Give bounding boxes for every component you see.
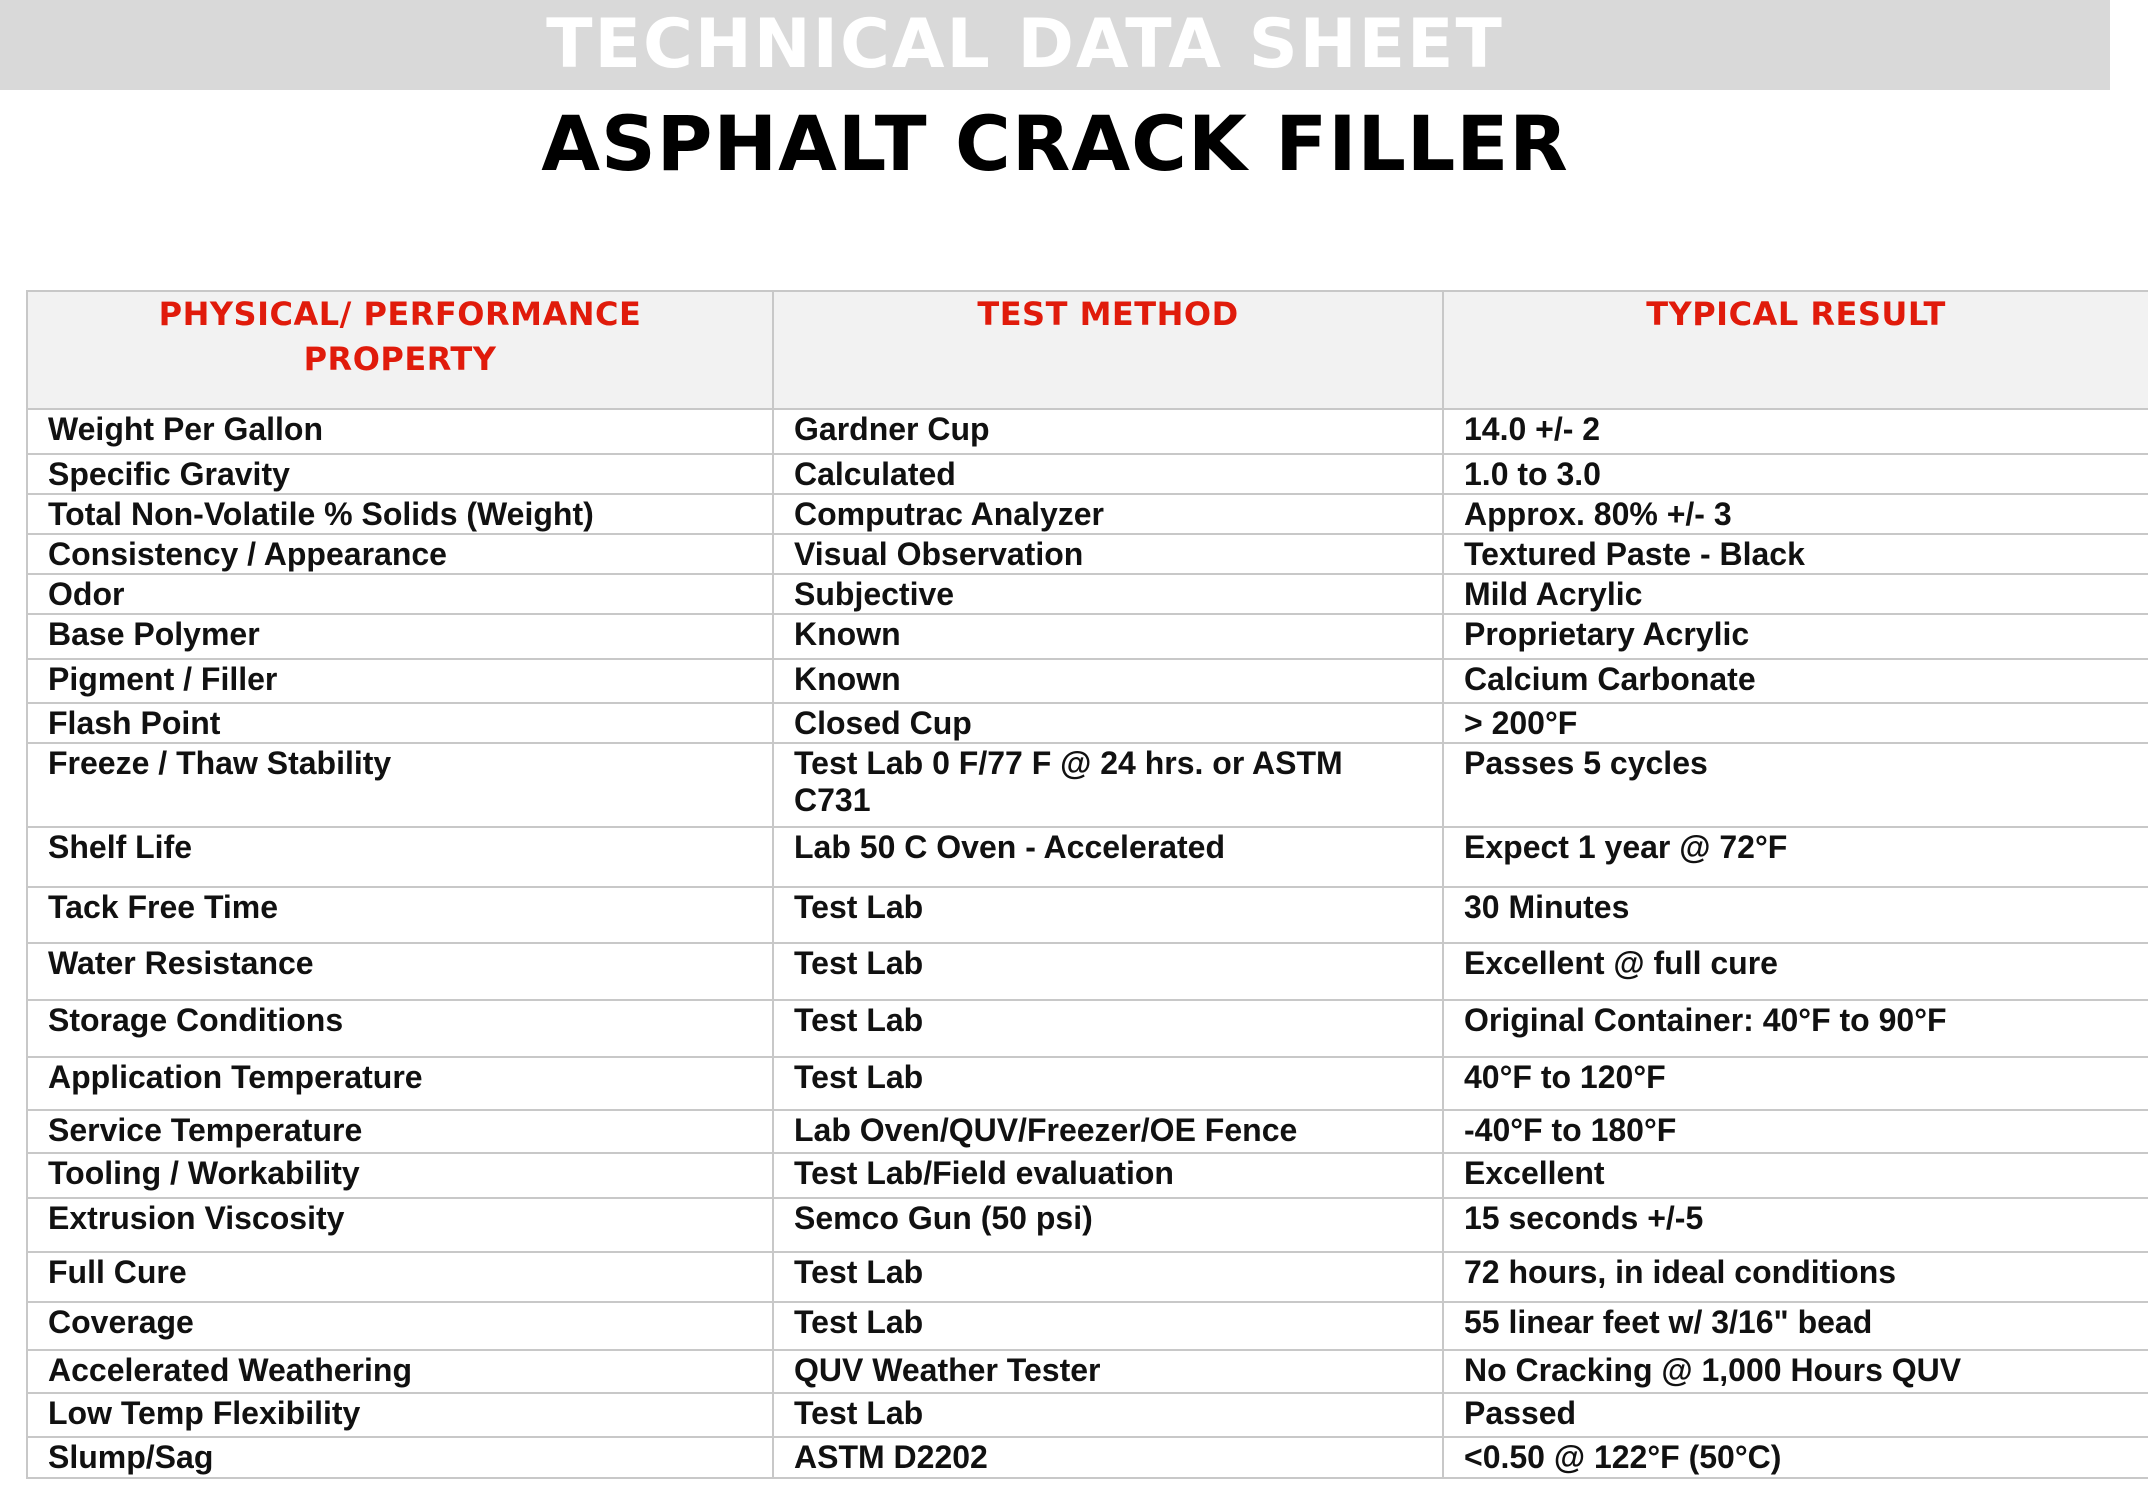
table-header-row — [27, 291, 2148, 409]
cell-property: Total Non-Volatile % Solids (Weight) — [27, 494, 773, 534]
page-title: ASPHALT CRACK FILLER — [541, 99, 1569, 188]
table-row — [27, 1153, 2148, 1198]
cell-property: Extrusion Viscosity — [27, 1198, 773, 1252]
technical-data-table — [26, 290, 2148, 1479]
cell-property: Storage Conditions — [27, 1000, 773, 1057]
cell-test-method: Visual Observation — [773, 534, 1443, 574]
cell-test-method: Closed Cup — [773, 703, 1443, 743]
table-row — [27, 887, 2148, 943]
cell-typical-result: 1.0 to 3.0 — [1443, 454, 2148, 494]
cell-typical-result: Approx. 80% +/- 3 — [1443, 494, 2148, 534]
table-row — [27, 534, 2148, 574]
column-header-test-method: TEST METHOD — [773, 291, 1443, 409]
cell-test-method: ASTM D2202 — [773, 1437, 1443, 1478]
cell-typical-result: Mild Acrylic — [1443, 574, 2148, 614]
table-row — [27, 614, 2148, 659]
cell-test-method: Test Lab/Field evaluation — [773, 1153, 1443, 1198]
cell-typical-result: Textured Paste - Black — [1443, 534, 2148, 574]
table-row — [27, 454, 2148, 494]
table-row — [27, 409, 2148, 454]
cell-property: Flash Point — [27, 703, 773, 743]
cell-test-method: Semco Gun (50 psi) — [773, 1198, 1443, 1252]
cell-test-method: Computrac Analyzer — [773, 494, 1443, 534]
cell-typical-result: Passes 5 cycles — [1443, 743, 2148, 827]
table-row — [27, 1198, 2148, 1252]
cell-typical-result: Expect 1 year @ 72°F — [1443, 827, 2148, 887]
column-header-typical-result: TYPICAL RESULT — [1443, 291, 2148, 409]
table-row — [27, 827, 2148, 887]
cell-typical-result: Original Container: 40°F to 90°F — [1443, 1000, 2148, 1057]
cell-property: Odor — [27, 574, 773, 614]
cell-property: Base Polymer — [27, 614, 773, 659]
cell-property: Coverage — [27, 1302, 773, 1350]
cell-property: Freeze / Thaw Stability — [27, 743, 773, 827]
cell-property: Consistency / Appearance — [27, 534, 773, 574]
cell-typical-result: -40°F to 180°F — [1443, 1110, 2148, 1153]
cell-typical-result: No Cracking @ 1,000 Hours QUV — [1443, 1350, 2148, 1393]
cell-typical-result: Calcium Carbonate — [1443, 659, 2148, 703]
cell-property: Water Resistance — [27, 943, 773, 1000]
cell-test-method: Test Lab — [773, 887, 1443, 943]
cell-property: Full Cure — [27, 1252, 773, 1302]
cell-property: Service Temperature — [27, 1110, 773, 1153]
cell-test-method: Test Lab — [773, 943, 1443, 1000]
table-row — [27, 1110, 2148, 1153]
cell-typical-result: 40°F to 120°F — [1443, 1057, 2148, 1110]
cell-test-method: Test Lab — [773, 1252, 1443, 1302]
table-row — [27, 494, 2148, 534]
cell-property: Shelf Life — [27, 827, 773, 887]
cell-typical-result: Passed — [1443, 1393, 2148, 1437]
banner — [0, 0, 2110, 90]
cell-typical-result: 30 Minutes — [1443, 887, 2148, 943]
table-row — [27, 703, 2148, 743]
banner-title: TECHNICAL DATA SHEET — [546, 5, 1504, 84]
cell-typical-result: 15 seconds +/-5 — [1443, 1198, 2148, 1252]
column-header-property: PHYSICAL/ PERFORMANCE PROPERTY — [27, 291, 773, 409]
cell-typical-result: <0.50 @ 122°F (50°C) — [1443, 1437, 2148, 1478]
table-row — [27, 1437, 2148, 1478]
cell-typical-result: > 200°F — [1443, 703, 2148, 743]
table-row — [27, 1350, 2148, 1393]
cell-typical-result: Excellent @ full cure — [1443, 943, 2148, 1000]
cell-property: Weight Per Gallon — [27, 409, 773, 454]
cell-property: Tooling / Workability — [27, 1153, 773, 1198]
cell-property: Accelerated Weathering — [27, 1350, 773, 1393]
cell-typical-result: 14.0 +/- 2 — [1443, 409, 2148, 454]
cell-test-method: Known — [773, 659, 1443, 703]
cell-property: Low Temp Flexibility — [27, 1393, 773, 1437]
cell-property: Tack Free Time — [27, 887, 773, 943]
cell-typical-result: 72 hours, in ideal conditions — [1443, 1252, 2148, 1302]
cell-typical-result: 55 linear feet w/ 3/16" bead — [1443, 1302, 2148, 1350]
table-row — [27, 1302, 2148, 1350]
cell-test-method: Subjective — [773, 574, 1443, 614]
cell-test-method: Test Lab — [773, 1302, 1443, 1350]
table-body — [27, 409, 2148, 1478]
cell-property: Slump/Sag — [27, 1437, 773, 1478]
cell-test-method: QUV Weather Tester — [773, 1350, 1443, 1393]
cell-test-method: Lab 50 C Oven - Accelerated — [773, 827, 1443, 887]
table-row — [27, 659, 2148, 703]
cell-property: Specific Gravity — [27, 454, 773, 494]
cell-test-method: Test Lab 0 F/77 F @ 24 hrs. or ASTM C731 — [773, 743, 1443, 827]
cell-test-method: Known — [773, 614, 1443, 659]
cell-property: Application Temperature — [27, 1057, 773, 1110]
cell-test-method: Calculated — [773, 454, 1443, 494]
table-row — [27, 1057, 2148, 1110]
table-row — [27, 574, 2148, 614]
cell-test-method: Gardner Cup — [773, 409, 1443, 454]
cell-property: Pigment / Filler — [27, 659, 773, 703]
cell-test-method: Test Lab — [773, 1000, 1443, 1057]
cell-test-method: Test Lab — [773, 1057, 1443, 1110]
cell-test-method: Lab Oven/QUV/Freezer/OE Fence — [773, 1110, 1443, 1153]
cell-typical-result: Proprietary Acrylic — [1443, 614, 2148, 659]
table-row — [27, 1393, 2148, 1437]
table-row — [27, 743, 2148, 827]
cell-typical-result: Excellent — [1443, 1153, 2148, 1198]
table-row — [27, 1252, 2148, 1302]
table-row — [27, 943, 2148, 1000]
table-row — [27, 1000, 2148, 1057]
cell-test-method: Test Lab — [773, 1393, 1443, 1437]
